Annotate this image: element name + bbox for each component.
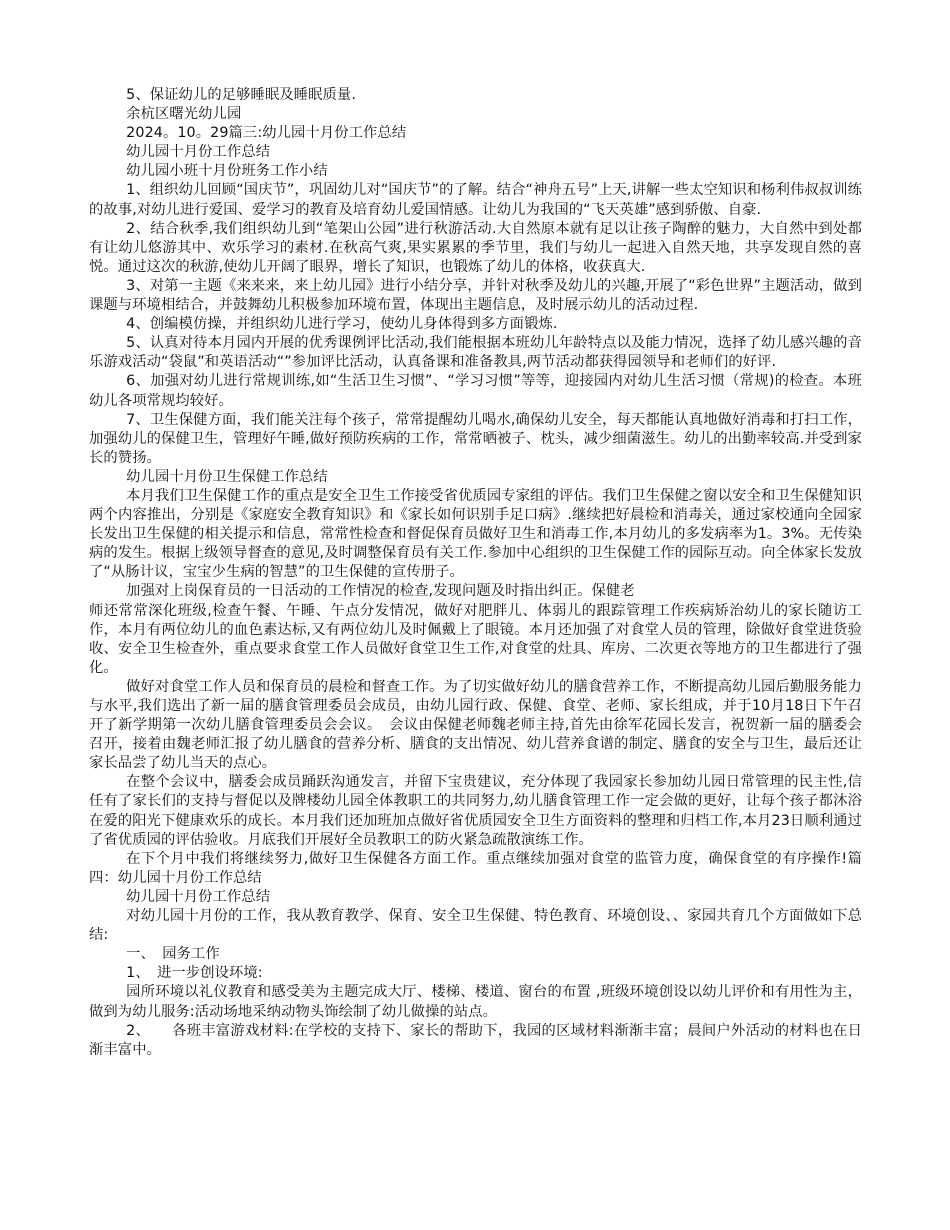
paragraph: 师还常常深化班级,检查午餐、午睡、午点分发情况，做好对肥胖儿、体弱儿的跟踪管理工作疾病矫治幼儿的家长随访工作，本月有两位幼儿的血色素达标,又有两位幼儿及时佩戴上了眼镜。本月还加强了对食堂人员的管理，除做好食堂进货验收、安全卫生检查外，重点要求食堂工作人员做好食堂卫生工作,对食堂的灶具、库房、二次更衣等地方的卫生都进行了强化。 <box>89 602 862 676</box>
paragraph: 1、组织幼儿回顾“国庆节”，巩固幼儿对“国庆节”的了解。结合“神舟五号”上天,讲解一些太空知识和杨利伟叔叔训练的故事,对幼儿进行爱国、爱学习的教育及培育幼儿爱国情感。让幼儿为我国的“飞天英雄”感到骄傲、自豪. <box>89 182 862 218</box>
paragraph: 对幼儿园十月份的工作，我从教育教学、保育、安全卫生保健、特色教育、环境创设、、家园共育几个方面做如下总结: <box>89 908 862 944</box>
paragraph: 5、认真对待本月园内开展的优秀课例评比活动,我们能根据本班幼儿年龄特点以及能力情况，选择了幼儿感兴趣的音乐游戏活动“袋鼠”和英语活动“”参加评比活动，认真备课和准备教具,两节活动都获得园领导和老师们的好评. <box>89 335 862 371</box>
paragraph: 5、保证幼儿的足够睡眠及睡眠质量. <box>126 87 356 103</box>
paragraph: 幼儿园小班十月份班务工作小结 <box>126 163 328 180</box>
paragraph: 4、创编模仿操，并组织幼儿进行学习，使幼儿身体得到多方面锻炼. <box>126 316 558 333</box>
paragraph: 2024。10。29篇三:幼儿园十月份工作总结 <box>126 125 407 142</box>
paragraph: 本月我们卫生保健工作的重点是安全卫生工作接受省优质园专家组的评估。我们卫生保健之窗以安全和卫生保健知识两个内容推出，分别是《家庭安全教育知识》和《家长如何识别手足口病》.继续把好晨检和消毒关，通过家校通向全园家长发出卫生保健的相关提示和信息，常常性检查和督促保育员做好卫生和消毒工作,本月幼儿的多发病率为1。3%。无传染病的发生。根据上级领导督查的意见,及时调整保育员有关工作.参加中心组织的卫生保健工作的园际互动。向全体家长发放了“从肠计议，宝宝少生病的智慧”的卫生保健的宣传册子。 <box>89 487 862 581</box>
paragraph: 幼儿园十月份工作总结 <box>126 888 271 905</box>
paragraph: 做好对食堂工作人员和保育员的晨检和督查工作。为了切实做好幼儿的膳食营养工作，不断提高幼儿园后勤服务能力与水平,我们选出了新一届的膳食管理委员会成员，由幼儿园行政、保健、食堂、老师、家长组成，并于10月18日下午召开了新学期第一次幼儿膳食管理委员会会议。 会议由保健老师魏老师主持,首先由徐军花园长发言，祝贺新一届的膳委会召开，接着由魏老师汇报了幼儿膳食的营养分析、膳食的支出情况、幼儿营养食谱的制定、膳食的安全与卫生，最后还让家长品尝了幼儿当天的点心。 <box>89 678 862 772</box>
paragraph: 在下个月中我们将继续努力,做好卫生保健各方面工作。重点继续加强对食堂的监管力度，确保食堂的有序操作!篇四：幼儿园十月份工作总结 <box>89 850 862 886</box>
paragraph: 1、 进一步创设环境: <box>126 965 263 982</box>
paragraph: 2、 各班丰富游戏材料:在学校的支持下、家长的帮助下，我园的区域材料渐渐丰富；晨间户外活动的材料也在日渐丰富中。 <box>89 1022 862 1058</box>
paragraph: 2、结合秋季,我们组织幼儿到“笔架山公园”进行秋游活动.大自然原本就有足以让孩子陶醉的魅力，大自然中到处都有让幼儿悠游其中、欢乐学习的素材.在秋高气爽,果实累累的季节里，我们与幼儿一起进入自然天地，共享发现自然的喜悦。通过这次的秋游,使幼儿开阔了眼界，增长了知识，也锻炼了幼儿的体格，收获真大. <box>89 220 862 275</box>
paragraph: 6、加强对幼儿进行常规训练,如“生活卫生习惯”、“学习习惯”等等，迎接园内对幼儿生活习惯（常规)的检查。本班幼儿各项常规均较好。 <box>89 373 862 409</box>
paragraph: 3、对第一主题《来来来，来上幼儿园》进行小结分享，并针对秋季及幼儿的兴趣,开展了“彩色世界”主题活动，做到课题与环境相结合，并鼓舞幼儿积极参加环境布置，体现出主题信息，及时展示幼儿的活动过程. <box>89 277 862 314</box>
document-body <box>89 86 862 1060</box>
paragraph: 幼儿园十月份工作总结 <box>126 144 271 161</box>
paragraph: 余杭区曙光幼儿园 <box>126 106 242 123</box>
paragraph: 在整个会议中，膳委会成员踊跃沟通发言，并留下宝贵建议，充分体现了我园家长参加幼儿园日常管理的民主性,信任有了家长们的支持与督促以及牌楼幼儿园全体教职工的共同努力,幼儿膳食管理工作一定会做的更好，让每个孩子都沐浴在爱的阳光下健康欢乐的成长。本月我们还加班加点做好省优质园安全卫生方面资料的整理和归档工作,本月23日顺利通过了省优质园的评估验收。月底我们开展好全员教职工的防火紧急疏散演练工作。 <box>89 774 862 848</box>
paragraph: 一、 园务工作 <box>126 946 220 963</box>
paragraph: 幼儿园十月份卫生保健工作总结 <box>126 468 328 485</box>
paragraph: 加强对上岗保育员的一日活动的工作情况的检查,发现问题及时指出纠正。保健老 <box>126 583 635 600</box>
paragraph: 7、卫生保健方面，我们能关注每个孩子，常常提醒幼儿喝水,确保幼儿安全，每天都能认真地做好消毒和打扫工作，加强幼儿的保健卫生，管理好午睡,做好预防疾病的工作，常常晒被子、枕头，减少细菌滋生。幼儿的出勤率较高.并受到家长的赞扬。 <box>89 411 862 466</box>
paragraph: 园所环境以礼仪教育和感受美为主题完成大厅、楼梯、楼道、窗台的布置 ,班级环境创设以幼儿评价和有用性为主，做到为幼儿服务:活动场地采纳动物头饰绘制了幼儿做操的站点。 <box>89 984 862 1020</box>
